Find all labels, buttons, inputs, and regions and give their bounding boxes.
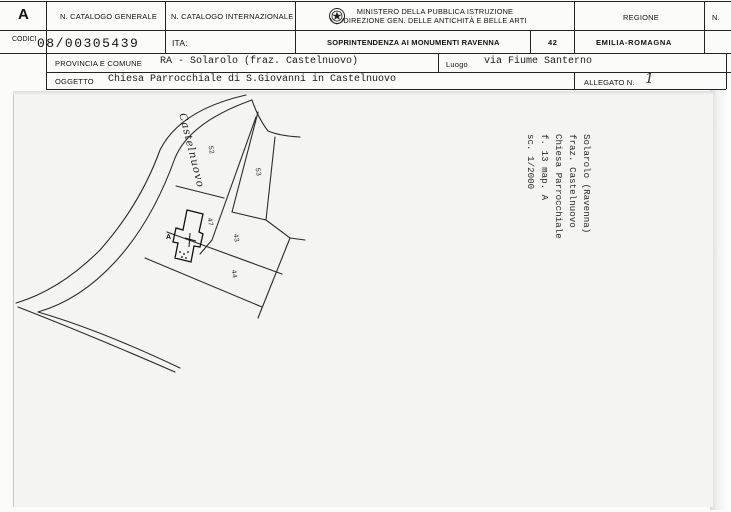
provincia-label: PROVINCIA E COMUNE: [55, 59, 142, 68]
caption-line-4: f. 13 map. A: [539, 134, 550, 201]
parcel-label-52: 52: [205, 145, 215, 155]
parcel-line-b: [232, 112, 258, 212]
parcel-label-47: 47: [204, 217, 214, 227]
parcel-line-h: [167, 232, 282, 274]
parcel-line-d: [232, 212, 266, 220]
parcel-label-43: 43: [230, 233, 240, 243]
road-outer-line: [16, 95, 246, 303]
ita-label: ITA:: [172, 38, 188, 48]
luogo-value: via Fiume Santerno: [484, 56, 593, 67]
allegato-label: ALLEGATO N.: [584, 78, 635, 87]
catalogo-generale-label: N. CATALOGO GENERALE: [60, 12, 158, 21]
road-label-castelnuovo: Castelnuovo: [176, 112, 207, 190]
road-branch-lower: [18, 307, 175, 372]
form-letter: A: [18, 6, 29, 23]
road-inner-line: [38, 100, 252, 312]
soprintendenza-number: 42: [548, 38, 558, 47]
parcel-label-53: 53: [252, 167, 262, 177]
catalogo-internazionale-label: N. CATALOGO INTERNAZIONALE: [171, 12, 294, 21]
ministry-line-1: MINISTERO DELLA PUBBLICA ISTRUZIONE: [356, 7, 514, 16]
caption-line-2: fraz. Castelnuovo: [567, 134, 578, 228]
allegato-value: 1: [645, 71, 654, 87]
parcel-line-c: [266, 137, 275, 220]
codici-value: 08/00305439: [37, 36, 140, 51]
regione-value: EMILIA-ROMAGNA: [596, 38, 672, 47]
caption-line-1: Solarolo (Ravenna): [581, 134, 592, 234]
church-parcel-letter: A: [166, 234, 172, 241]
parcel-line-a: [252, 100, 300, 137]
parcel-line-f: [212, 117, 256, 240]
parcel-line-e: [266, 220, 305, 240]
luogo-label: Luogo: [446, 60, 468, 69]
caption-line-5: sc. 1/2000: [525, 134, 536, 190]
caption-line-3: Chiesa Parrocchiale: [553, 134, 564, 239]
parcel-line-j: [258, 238, 290, 318]
regione-label: REGIONE: [623, 13, 659, 22]
ministry-line-2: DIREZIONE GEN. DELLE ANTICHITÀ E BELLE ARTI: [343, 16, 527, 25]
n-label: N.: [712, 13, 720, 22]
soprintendenza-value: SOPRINTENDENZA AI MONUMENTI RAVENNA: [327, 38, 500, 47]
church-dots: [179, 251, 189, 259]
oggetto-value: Chiesa Parrocchiale di S.Giovanni in Castelnuovo: [108, 74, 397, 85]
codici-label: CODICI: [12, 36, 37, 43]
road-branch-upper: [38, 312, 180, 368]
parcel-line-i: [145, 258, 262, 307]
oggetto-label: OGGETTO: [55, 77, 94, 86]
parcel-label-44: 44: [228, 269, 238, 279]
parcel-line-k: [200, 240, 212, 254]
provincia-value: RA - Solarolo (fraz. Castelnuovo): [160, 56, 359, 67]
